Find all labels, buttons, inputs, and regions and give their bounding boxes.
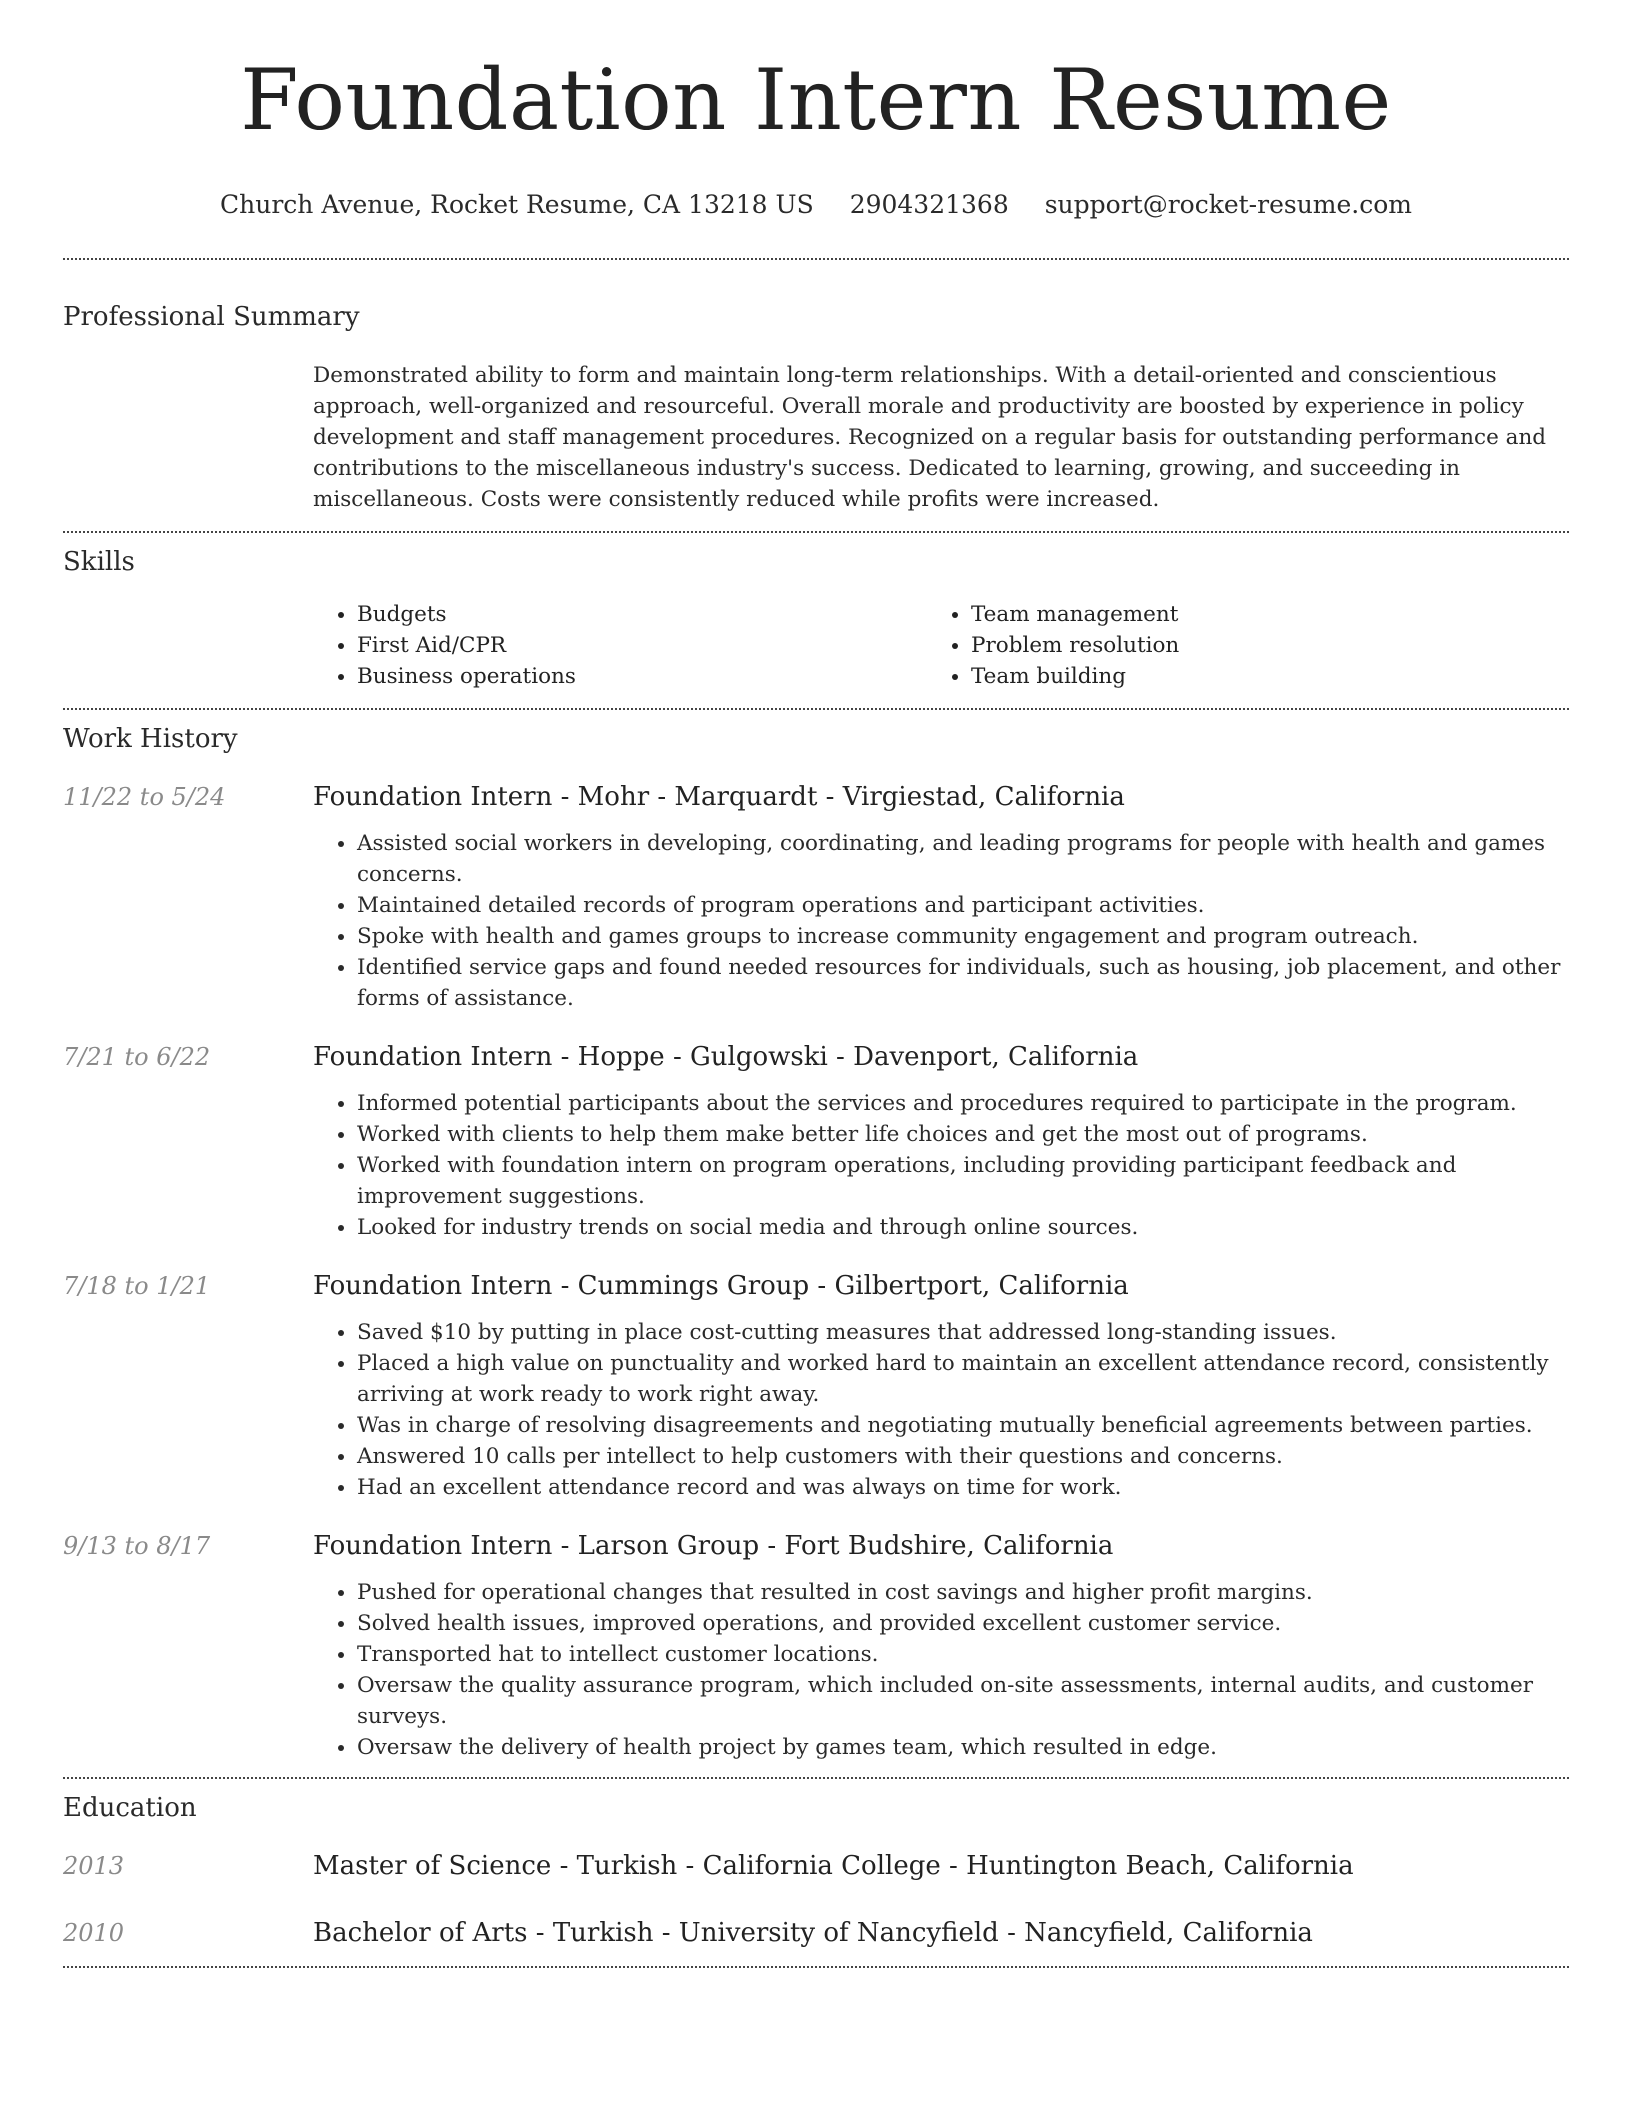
divider (63, 708, 1569, 710)
resume-title: Foundation Intern Resume (240, 51, 1392, 149)
divider (63, 531, 1569, 533)
skills-list (313, 599, 1569, 692)
job-heading: Foundation Intern - Cummings Group - Gilbertport, California (313, 1271, 1129, 1301)
education-year: 2010 (63, 1919, 125, 1947)
job-entry (63, 780, 1569, 1014)
job-dates: 11/22 to 5/24 (63, 783, 226, 811)
job-bullet: • Looked for industry trends on social media and through online sources. (357, 1212, 1569, 1243)
job-bullet: • Placed a high value on punctuality and worked hard to maintain an excellent attendance record, consistently arriving at work ready to work right away. (357, 1348, 1569, 1410)
skill-item: • First Aid/CPR (357, 630, 927, 661)
job-dates: 9/13 to 8/17 (63, 1532, 211, 1560)
divider (63, 1966, 1569, 1968)
divider (63, 258, 1569, 260)
education-entry (63, 1849, 1569, 1883)
job-bullet: • Saved $10 by putting in place cost-cutting measures that addressed long-standing issues. (357, 1317, 1569, 1348)
job-dates: 7/21 to 6/22 (63, 1043, 211, 1071)
job-bullets (313, 1317, 1569, 1503)
job-bullet: • Pushed for operational changes that resulted in cost savings and higher profit margins. (357, 1577, 1569, 1608)
divider (63, 1777, 1569, 1779)
job-heading: Foundation Intern - Mohr - Marquardt - Virgiestad, California (313, 782, 1125, 812)
job-entry (63, 1269, 1569, 1503)
education-year: 2013 (63, 1852, 125, 1880)
section-title-summary: Professional Summary (63, 302, 360, 332)
job-content (313, 780, 1569, 1014)
skill-item: • Team management (971, 599, 1541, 630)
job-bullet: • Oversaw the quality assurance program, which included on-site assessments, internal audits, and customer surveys. (357, 1670, 1569, 1732)
job-entry (63, 1040, 1569, 1243)
job-heading: Foundation Intern - Hoppe - Gulgowski - Davenport, California (313, 1042, 1139, 1072)
job-bullet: • Oversaw the delivery of health project by games team, which resulted in edge. (357, 1732, 1569, 1763)
contact-email: support@rocket-resume.com (1044, 190, 1413, 219)
contact-address: Church Avenue, Rocket Resume, CA 13218 US (219, 190, 814, 219)
contact-line (63, 188, 1569, 222)
job-bullet: • Worked with foundation intern on program operations, including providing participant feedback and improvement suggestions. (357, 1150, 1569, 1212)
job-bullet: • Answered 10 calls per intellect to help customers with their questions and concerns. (357, 1441, 1569, 1472)
job-bullet: • Was in charge of resolving disagreements and negotiating mutually beneficial agreements between parties. (357, 1410, 1569, 1441)
job-dates: 7/18 to 1/21 (63, 1272, 211, 1300)
skill-item: • Business operations (357, 661, 927, 692)
job-bullet: • Had an excellent attendance record and was always on time for work. (357, 1472, 1569, 1503)
skill-item: • Problem resolution (971, 630, 1541, 661)
job-content (313, 1040, 1569, 1243)
section-title-education: Education (63, 1793, 197, 1823)
job-heading: Foundation Intern - Larson Group - Fort Budshire, California (313, 1531, 1114, 1561)
job-entry (63, 1529, 1569, 1763)
education-heading: Bachelor of Arts - Turkish - University of Nancyfield - Nancyfield, California (313, 1918, 1313, 1948)
education-heading: Master of Science - Turkish - California College - Huntington Beach, California (313, 1851, 1354, 1881)
job-bullets (313, 828, 1569, 1014)
job-bullet: • Transported hat to intellect customer locations. (357, 1639, 1569, 1670)
job-bullet: • Worked with clients to help them make better life choices and get the most out of programs. (357, 1119, 1569, 1150)
skill-item: • Budgets (357, 599, 927, 630)
job-bullet: • Maintained detailed records of program operations and participant activities. (357, 890, 1569, 921)
job-content (313, 1269, 1569, 1503)
contact-phone: 2904321368 (849, 190, 1009, 219)
job-bullets (313, 1088, 1569, 1243)
skill-item: • Team building (971, 661, 1541, 692)
job-bullet: • Solved health issues, improved operations, and provided excellent customer service. (357, 1608, 1569, 1639)
skills-column-right (927, 599, 1541, 692)
job-bullets (313, 1577, 1569, 1763)
job-bullet: • Informed potential participants about the services and procedures required to participate in the program. (357, 1088, 1569, 1119)
job-bullet: • Assisted social workers in developing, coordinating, and leading programs for people with health and games concerns. (357, 828, 1569, 890)
section-title-skills: Skills (63, 547, 135, 577)
skills-column-left (313, 599, 927, 692)
job-bullet: • Identified service gaps and found needed resources for individuals, such as housing, job placement, and other forms of assistance. (357, 952, 1569, 1014)
job-content (313, 1529, 1569, 1763)
section-title-work-history: Work History (63, 724, 238, 754)
education-entry (63, 1916, 1569, 1950)
summary-text: Demonstrated ability to form and maintain long-term relationships. With a detail-oriented and conscientious approach, well-organized and resourceful. Overall morale and productivity are boosted by experience in policy development and staff management procedures. Recognized on a regular basis for outstanding performance and contributions to the miscellaneous industry's success. Dedicated to learning, growing, and succeeding in miscellaneous. Costs were consistently reduced while profits were increased. (313, 363, 1547, 512)
job-bullet: • Spoke with health and games groups to increase community engagement and program outreach. (357, 921, 1569, 952)
